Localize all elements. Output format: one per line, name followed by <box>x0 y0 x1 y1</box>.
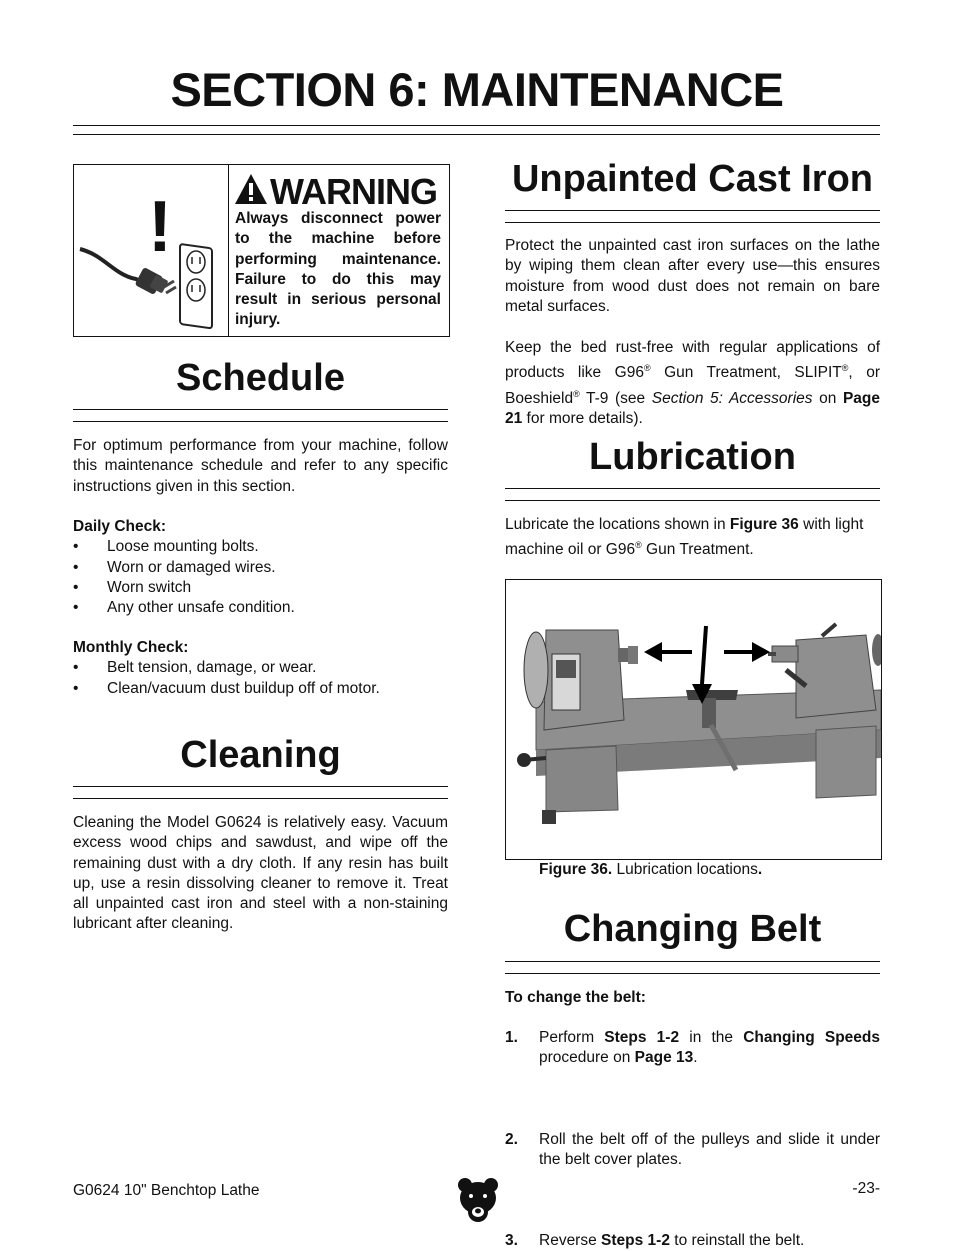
step-reference: Steps 1-2 <box>604 1029 680 1046</box>
step-number: 1. <box>505 1029 518 1046</box>
cleaning-rule <box>73 786 448 799</box>
daily-check-label: Daily Check: <box>73 518 167 535</box>
page-title: SECTION 6: MAINTENANCE <box>170 63 784 116</box>
monthly-check-label: Monthly Check: <box>73 639 189 656</box>
lathe-image <box>506 580 881 859</box>
figure-reference: Figure 36 <box>729 516 799 533</box>
belt-step-3 <box>505 1231 880 1251</box>
caption-text: Lubrication locations <box>612 861 758 878</box>
page-reference: Page 13 <box>634 1049 694 1067</box>
step-number: 2. <box>505 1130 518 1148</box>
registered-mark: ® <box>643 363 651 374</box>
registered-mark: ® <box>841 363 849 374</box>
text-run: Gun Treatment, SLIPIT <box>650 364 842 382</box>
warning-divider <box>228 165 229 336</box>
page-reference: Page 21 <box>505 389 881 428</box>
lubrication-heading: Lubrication <box>589 436 796 478</box>
list-item: • Loose mounting bolts. <box>73 537 448 557</box>
grizzly-bear-logo-icon <box>456 1176 500 1224</box>
text-run: Roll the belt off of the pulleys and slide it under the belt cover plates. <box>539 1130 880 1168</box>
belt-step-2 <box>505 1130 880 1171</box>
footer-model: G0624 10" Benchtop Lathe <box>73 1182 260 1199</box>
warning-box <box>73 164 450 337</box>
schedule-rule <box>73 409 448 422</box>
schedule-intro: For optimum performance from your machine, follow this maintenance schedule and refer to any specific instructions given in this section. <box>73 437 448 495</box>
daily-check-list <box>73 517 448 618</box>
page-number: -23- <box>852 1180 880 1197</box>
text-run: T-9 (see <box>579 389 652 407</box>
warning-heading: WARNING <box>270 171 437 212</box>
text-run: Reverse <box>539 1232 602 1250</box>
belt-step-1 <box>505 1028 880 1069</box>
section-reference: Section 5: Accessories <box>651 389 813 407</box>
registered-mark: ® <box>573 388 580 399</box>
lubrication-rule <box>505 488 880 501</box>
cleaning-text: Cleaning the Model G0624 is relatively easy. Vacuum excess wood chips and sawdust, and wipe off the remaining dust with a dry cloth. If any resin has built up, use a resin dissolving cleaner to remove it. Treat all unpainted cast iron and steel with a non-staining lubricant after cleaning. <box>73 814 448 933</box>
list-item: • Worn or damaged wires. <box>73 558 448 578</box>
belt-intro: To change the belt: <box>505 989 646 1006</box>
list-item: • Worn switch <box>73 578 448 598</box>
text-run: in the <box>679 1029 744 1046</box>
list-item: • Clean/vacuum dust buildup off of motor. <box>73 679 448 699</box>
text-run: , or Boeshield <box>505 364 880 407</box>
step-reference: Steps 1-2 <box>601 1232 670 1250</box>
figure-36 <box>505 579 882 860</box>
list-item: • Any other unsafe condition. <box>73 598 448 618</box>
schedule-heading: Schedule <box>176 357 345 399</box>
unpainted-p2 <box>505 338 880 430</box>
list-item: • Belt tension, damage, or wear. <box>73 658 448 678</box>
text-run: Lubricate the locations shown in <box>505 516 730 533</box>
unpainted-p1: Protect the unpainted cast iron surfaces on the lathe by wiping them clean after every use—this ensures moisture from wood dust does not remain on bare metal surfaces. <box>505 237 880 315</box>
caption-end: . <box>757 861 763 878</box>
text-run: Gun Treatment. <box>641 541 754 559</box>
figure-36-caption <box>539 860 879 880</box>
step-number: 3. <box>505 1232 518 1250</box>
belt-heading: Changing Belt <box>563 908 822 950</box>
unplug-icon <box>74 165 228 336</box>
svg-text:!: ! <box>148 187 172 267</box>
text-run: on <box>812 389 843 407</box>
procedure-reference: Changing Speeds <box>743 1029 881 1046</box>
monthly-check-list <box>73 638 448 699</box>
text-run: Perform <box>539 1029 605 1046</box>
text-run: . <box>693 1049 698 1067</box>
text-run: procedure on <box>539 1049 635 1067</box>
warning-text: Always disconnect power to the machine before performing maintenance. Failure to do this may result in serious personal injury. <box>235 210 441 329</box>
unpainted-rule <box>505 210 880 223</box>
text-run: with light machine oil or G96 <box>505 516 864 559</box>
cleaning-heading: Cleaning <box>180 734 341 776</box>
text-run: for more details). <box>522 410 643 428</box>
belt-rule <box>505 961 880 974</box>
warning-triangle-icon <box>234 173 268 205</box>
title-rule <box>73 125 880 135</box>
registered-mark: ® <box>635 540 642 551</box>
unpainted-heading: Unpainted Cast Iron <box>511 158 874 200</box>
lubrication-text <box>505 515 880 561</box>
text-run: to reinstall the belt. <box>669 1232 805 1250</box>
caption-label: Figure 36. <box>539 861 613 878</box>
text-run: Keep the bed rust-free with regular applications of products like G96 <box>505 339 880 382</box>
